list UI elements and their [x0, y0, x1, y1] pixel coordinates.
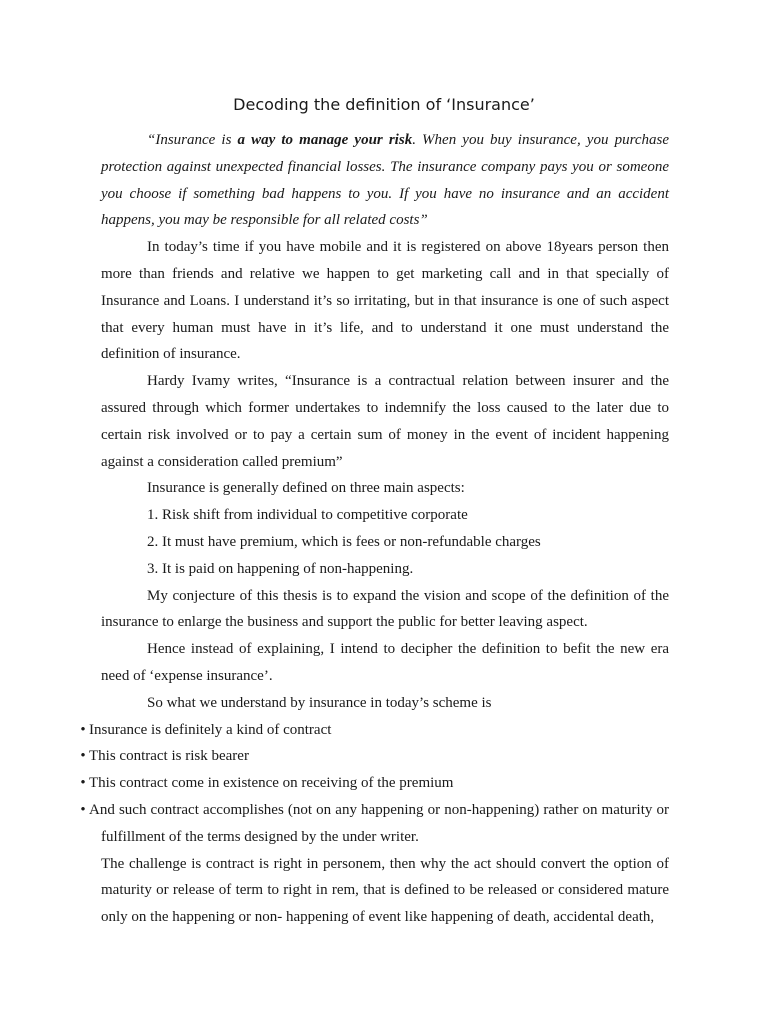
bullet-icon: •: [80, 748, 86, 765]
paragraph-understanding: So what we understand by insurance in today’s scheme is: [147, 694, 492, 711]
bullet-text: This contract come in existence on receiving of the premium: [89, 775, 454, 792]
bullet-item: [80, 797, 669, 851]
quote-rest: . When you buy insurance, you purchase protection against unexpected financial losses. The insurance company pays you or someone you choose if something bad happens to you. If you have no insurance and an accident happens, you may be responsible for all related costs”: [101, 132, 669, 229]
paragraph-intro: In today’s time if you have mobile and it is registered on above 18years person then more than friends and relative we happen to get marketing call and in that specially of Insurance and Loans. I understand it’s so irritating, but in that insurance is one of such aspect that every human must have in it’s life, and to understand it one must understand the definition of insurance.: [101, 239, 669, 363]
bullet-icon: •: [80, 775, 86, 792]
aspect-item: 2. It must have premium, which is fees or non-refundable charges: [147, 533, 541, 550]
bullet-text: Insurance is definitely a kind of contract: [89, 721, 332, 738]
paragraph-challenge: The challenge is contract is right in personem, then why the act should convert the option of maturity or release of term to right in rem, that is defined to be released or considered mature only on the happening or non- happening of event like happening of death, accidental death,: [101, 855, 669, 926]
paragraph-decipher: Hence instead of explaining, I intend to decipher the definition to befit the new era need of ‘expense insurance’.: [101, 641, 669, 684]
aspects-intro: Insurance is generally defined on three main aspects:: [147, 480, 465, 497]
bullet-icon: •: [80, 801, 86, 818]
paragraph-hardy-ivamy: Hardy Ivamy writes, “Insurance is a contractual relation between insurer and the assured through which former undertakes to indemnify the loss caused to the later due to certain risk involved or to pay a certain sum of money in the event of incident happening against a consideration called premium”: [101, 373, 669, 470]
definition-quote: [101, 127, 669, 234]
bullet-icon: •: [80, 721, 86, 738]
quote-emphasis: a way to manage your risk: [237, 132, 413, 148]
bullet-item: [80, 717, 669, 744]
bullet-item: [80, 770, 669, 797]
paragraph-conjecture: My conjecture of this thesis is to expand the vision and scope of the definition of the insurance to enlarge the business and support the public for better leaving aspect.: [101, 587, 669, 631]
bullet-item: [80, 743, 669, 770]
bullet-text: This contract is risk bearer: [89, 748, 249, 765]
document-title: Decoding the definition of ‘Insurance’: [233, 95, 535, 114]
aspect-item: 1. Risk shift from individual to competitive corporate: [147, 507, 468, 524]
bullet-text: And such contract accomplishes (not on any happening or non-happening) rather on maturity or fulfillment of the terms designed by the under writer.: [89, 801, 669, 845]
document-body: [80, 127, 669, 931]
aspect-item: 3. It is paid on happening of non-happening.: [147, 560, 414, 577]
quote-open: “Insurance is: [147, 132, 238, 148]
bullet-list: [80, 717, 669, 851]
